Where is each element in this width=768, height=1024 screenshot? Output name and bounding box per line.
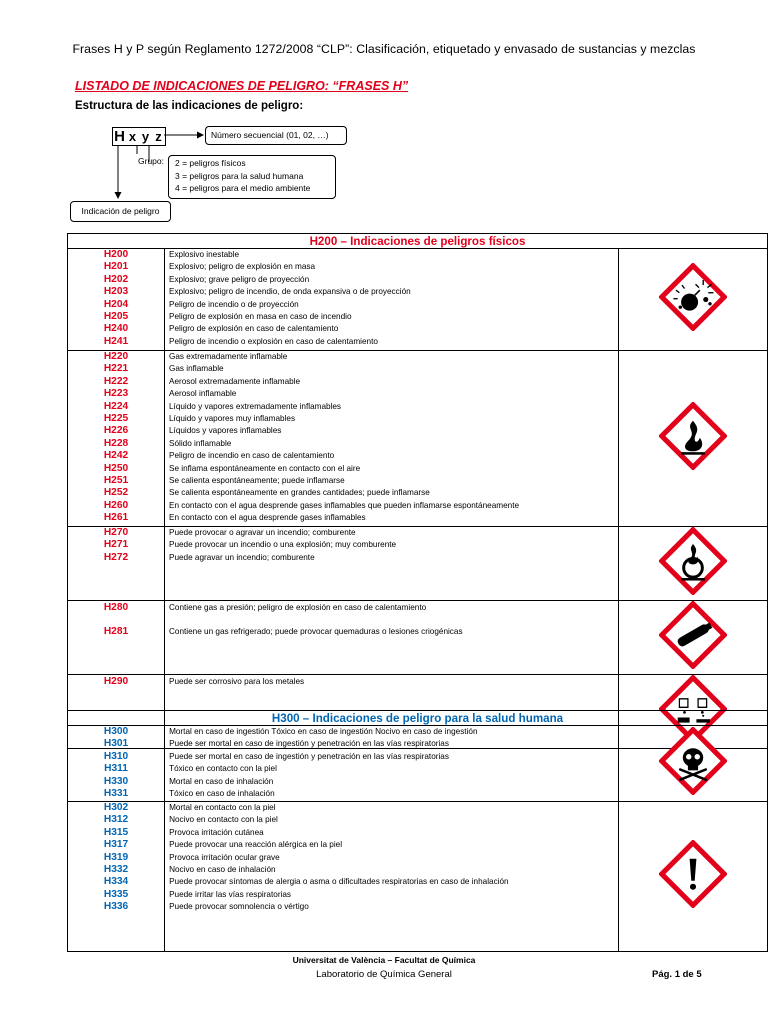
hazard-code: H335 [103, 888, 129, 900]
hazard-code: H330 [103, 775, 129, 787]
hazard-description: Líquidos y vapores inflamables [168, 426, 282, 436]
grupo-label: Grupo: [138, 156, 164, 166]
hazard-group [68, 726, 768, 802]
list-title: LISTADO DE INDICACIONES DE PELIGRO: “FRASES H” [75, 79, 409, 93]
descriptions-cell [164, 249, 618, 351]
hazard-code: H241 [103, 335, 129, 347]
hazard-code: H261 [103, 512, 129, 524]
hazard-group [68, 351, 768, 527]
descriptions-cell [164, 351, 618, 527]
hazard-description: Provoca irritación cutánea [169, 827, 264, 837]
hazard-description: Gas extremadamente inflamable [168, 352, 288, 361]
hazard-description: Mortal en caso de ingestión Tóxico en caso de ingestión Nocivo en caso de ingestión [169, 727, 478, 736]
hazard-description: Nocivo en contacto con la piel [169, 815, 278, 825]
hazard-code: H270 [103, 527, 129, 538]
hazard-code: H203 [103, 286, 129, 298]
section-title: H200 – Indicaciones de peligros físicos [68, 234, 768, 249]
hazard-table [67, 710, 768, 952]
hazard-description: Se calienta espontáneamente; puede inflamarse [168, 475, 345, 485]
explosive-bomb-icon [659, 263, 727, 331]
flame-icon [659, 402, 727, 470]
pictogram-cell [619, 726, 768, 802]
hazard-description: Sólido inflamable [168, 438, 232, 448]
hazard-description: Se calienta espontáneamente en grandes cantidades; puede inflamarse [168, 488, 430, 498]
hazard-description: Mortal en caso de inhalación [169, 776, 274, 786]
flame-over-circle-icon [659, 527, 727, 595]
hazard-code: H312 [103, 814, 129, 826]
hazard-code: H225 [103, 412, 129, 424]
skull-crossbones-icon [659, 727, 727, 795]
hazard-code: H202 [103, 273, 129, 285]
hazard-code: H250 [103, 462, 129, 474]
hazard-code: H272 [103, 551, 129, 563]
hazard-code: H251 [103, 474, 129, 486]
hazard-code: H205 [103, 310, 129, 322]
page-number: Pág. 1 de 5 [652, 969, 702, 980]
hazard-description: Puede agravar un incendio; comburente [168, 552, 315, 562]
descriptions-cell [164, 527, 618, 601]
grupo-callout [168, 155, 336, 199]
hazard-description: Puede ser mortal en caso de ingestión y penetración en las vías respiratorias [169, 751, 449, 761]
hazard-code: H242 [103, 450, 129, 462]
grupo-line: 4 = peligros para el medio ambiente [175, 183, 311, 193]
hazard-code: H301 [103, 738, 129, 750]
hazard-code: H220 [103, 351, 129, 362]
hazard-description: Se inflama espontáneamente en contacto con el aire [168, 463, 361, 473]
hazard-description: Peligro de incendio o de proyección [168, 299, 299, 309]
hazard-description: Contiene gas a presión; peligro de explosión en caso de calentamiento [168, 603, 427, 612]
pictogram-cell [619, 601, 768, 675]
hazard-description: Puede provocar síntomas de alergia o asma o dificultades respiratorias en caso de inhalación [169, 877, 509, 887]
hazard-code: H336 [103, 901, 129, 913]
hazard-code: H319 [103, 851, 129, 863]
hazard-table [67, 233, 768, 749]
hazard-code: H281 [103, 626, 129, 638]
hazard-code: H332 [103, 863, 129, 875]
hazard-code: H200 [103, 249, 129, 260]
hazard-description: Peligro de incendio en caso de calentamiento [168, 451, 335, 461]
code-letter-y: y [141, 129, 150, 144]
hazard-code: H260 [103, 499, 129, 511]
codes-cell [68, 601, 165, 675]
hazard-description: Puede provocar un incendio o una explosión; muy comburente [168, 540, 397, 550]
hazard-code: H252 [103, 487, 129, 499]
descriptions-cell [165, 726, 619, 802]
hazard-description: Explosivo; grave peligro de proyección [168, 274, 310, 284]
hazard-description: Peligro de incendio o explosión en caso de calentamiento [168, 336, 378, 346]
hazard-description: Explosivo; peligro de explosión en masa [168, 262, 316, 272]
hazard-description: Aerosol inflamable [168, 389, 237, 399]
hazard-description: Tóxico en caso de inhalación [169, 788, 275, 798]
hazard-description: Explosivo; peligro de incendio, de onda expansiva o de proyección [168, 287, 411, 297]
codes-cell [68, 527, 165, 601]
hazard-code: H331 [103, 787, 129, 799]
grupo-line: 3 = peligros para la salud humana [175, 170, 304, 181]
hazard-code: H223 [103, 388, 129, 400]
code-letter-z: z [155, 129, 162, 144]
hazard-code: H315 [103, 826, 129, 838]
hazard-description: Contiene un gas refrigerado; puede provocar quemaduras o lesiones criogénicas [168, 627, 463, 637]
hazard-group [68, 527, 768, 601]
footer-institution: Universitat de València – Facultat de Química [292, 955, 476, 965]
hazard-code: H317 [103, 839, 129, 851]
hazard-description: Puede provocar somnolencia o vértigo [169, 902, 309, 912]
hazard-description: Provoca irritación ocular grave [169, 852, 280, 862]
descriptions-cell [165, 802, 619, 952]
pictogram-cell [619, 527, 768, 601]
structure-title: Estructura de las indicaciones de peligro: [75, 100, 304, 112]
hazard-description: Puede provocar o agravar un incendio; comburente [168, 528, 356, 537]
hazard-code: H226 [103, 425, 129, 437]
hazard-code: H290 [103, 676, 129, 687]
section-title: H300 – Indicaciones de peligro para la salud humana [68, 711, 768, 726]
hazard-description: En contacto con el agua desprende gases inflamables que pueden inflamarse espontáneamente [168, 500, 520, 510]
codes-cell [68, 802, 165, 952]
code-letter-x: x [128, 129, 137, 144]
hazard-code: H222 [103, 375, 129, 387]
descriptions-cell [164, 601, 618, 675]
hazard-code: H302 [103, 802, 129, 813]
hazard-code: H311 [104, 763, 128, 775]
structure-arrows [0, 0, 768, 230]
hazard-code: H228 [103, 437, 129, 449]
hazard-code: H300 [103, 726, 129, 737]
hazard-code: H280 [103, 602, 129, 613]
hazard-description: Peligro de explosión en caso de calentamiento [168, 324, 339, 334]
hazard-description: Líquido y vapores muy inflamables [168, 413, 296, 423]
hazard-description: Mortal en contacto con la piel [169, 803, 276, 812]
hazard-description: En contacto con el agua desprende gases inflamables [168, 513, 366, 523]
grupo-line: 2 = peligros físicos [175, 158, 246, 168]
hazard-description: Puede provocar una reacción alérgica en la piel [169, 840, 343, 850]
hazard-description: Líquido y vapores extremadamente inflamables [168, 401, 342, 411]
secuencial-callout: Número secuencial (01, 02, …) [205, 126, 347, 145]
gas-cylinder-icon [659, 601, 727, 669]
hazard-code: H201 [103, 261, 129, 273]
codes-cell [68, 726, 165, 802]
code-letter-h: H [114, 128, 125, 145]
hazard-code: H334 [103, 876, 129, 888]
hazard-code: H240 [103, 323, 129, 335]
pictogram-cell [619, 249, 768, 351]
hazard-description: Puede ser corrosivo para los metales [168, 677, 305, 686]
hazard-description: Aerosol extremadamente inflamable [168, 376, 301, 386]
hazard-description: Tóxico en contacto con la piel [169, 764, 277, 774]
hazard-description: Puede ser mortal en caso de ingestión y penetración en las vías respiratorias [169, 739, 449, 749]
indicacion-callout: Indicación de peligro [70, 201, 171, 222]
footer-lab: Laboratorio de Química General [316, 969, 452, 980]
hazard-description: Explosivo inestable [168, 250, 240, 259]
pictogram-cell [619, 802, 768, 952]
hazard-group [68, 802, 768, 952]
hazard-group [68, 601, 768, 675]
exclamation-mark-icon [659, 840, 727, 908]
hazard-description: Nocivo en caso de inhalación [169, 864, 276, 874]
hazard-code: H271 [103, 539, 129, 551]
hazard-description: Puede irritar las vías respiratorias [169, 889, 292, 899]
hazard-code: H310 [103, 750, 129, 762]
hazard-code: H221 [103, 363, 129, 375]
hazard-description: Gas inflamable [168, 364, 224, 374]
hazard-code: H224 [103, 400, 129, 412]
hazard-description: Peligro de explosión en masa en caso de incendio [168, 311, 352, 321]
codes-cell [68, 249, 165, 351]
codes-cell [68, 351, 165, 527]
hazard-group [68, 249, 768, 351]
hazard-code: H204 [103, 298, 129, 310]
pictogram-cell [619, 351, 768, 527]
document-header: Frases H y P según Reglamento 1272/2008 “CLP”: Clasificación, etiquetado y envasado de sustancias y mezclas [72, 42, 696, 56]
